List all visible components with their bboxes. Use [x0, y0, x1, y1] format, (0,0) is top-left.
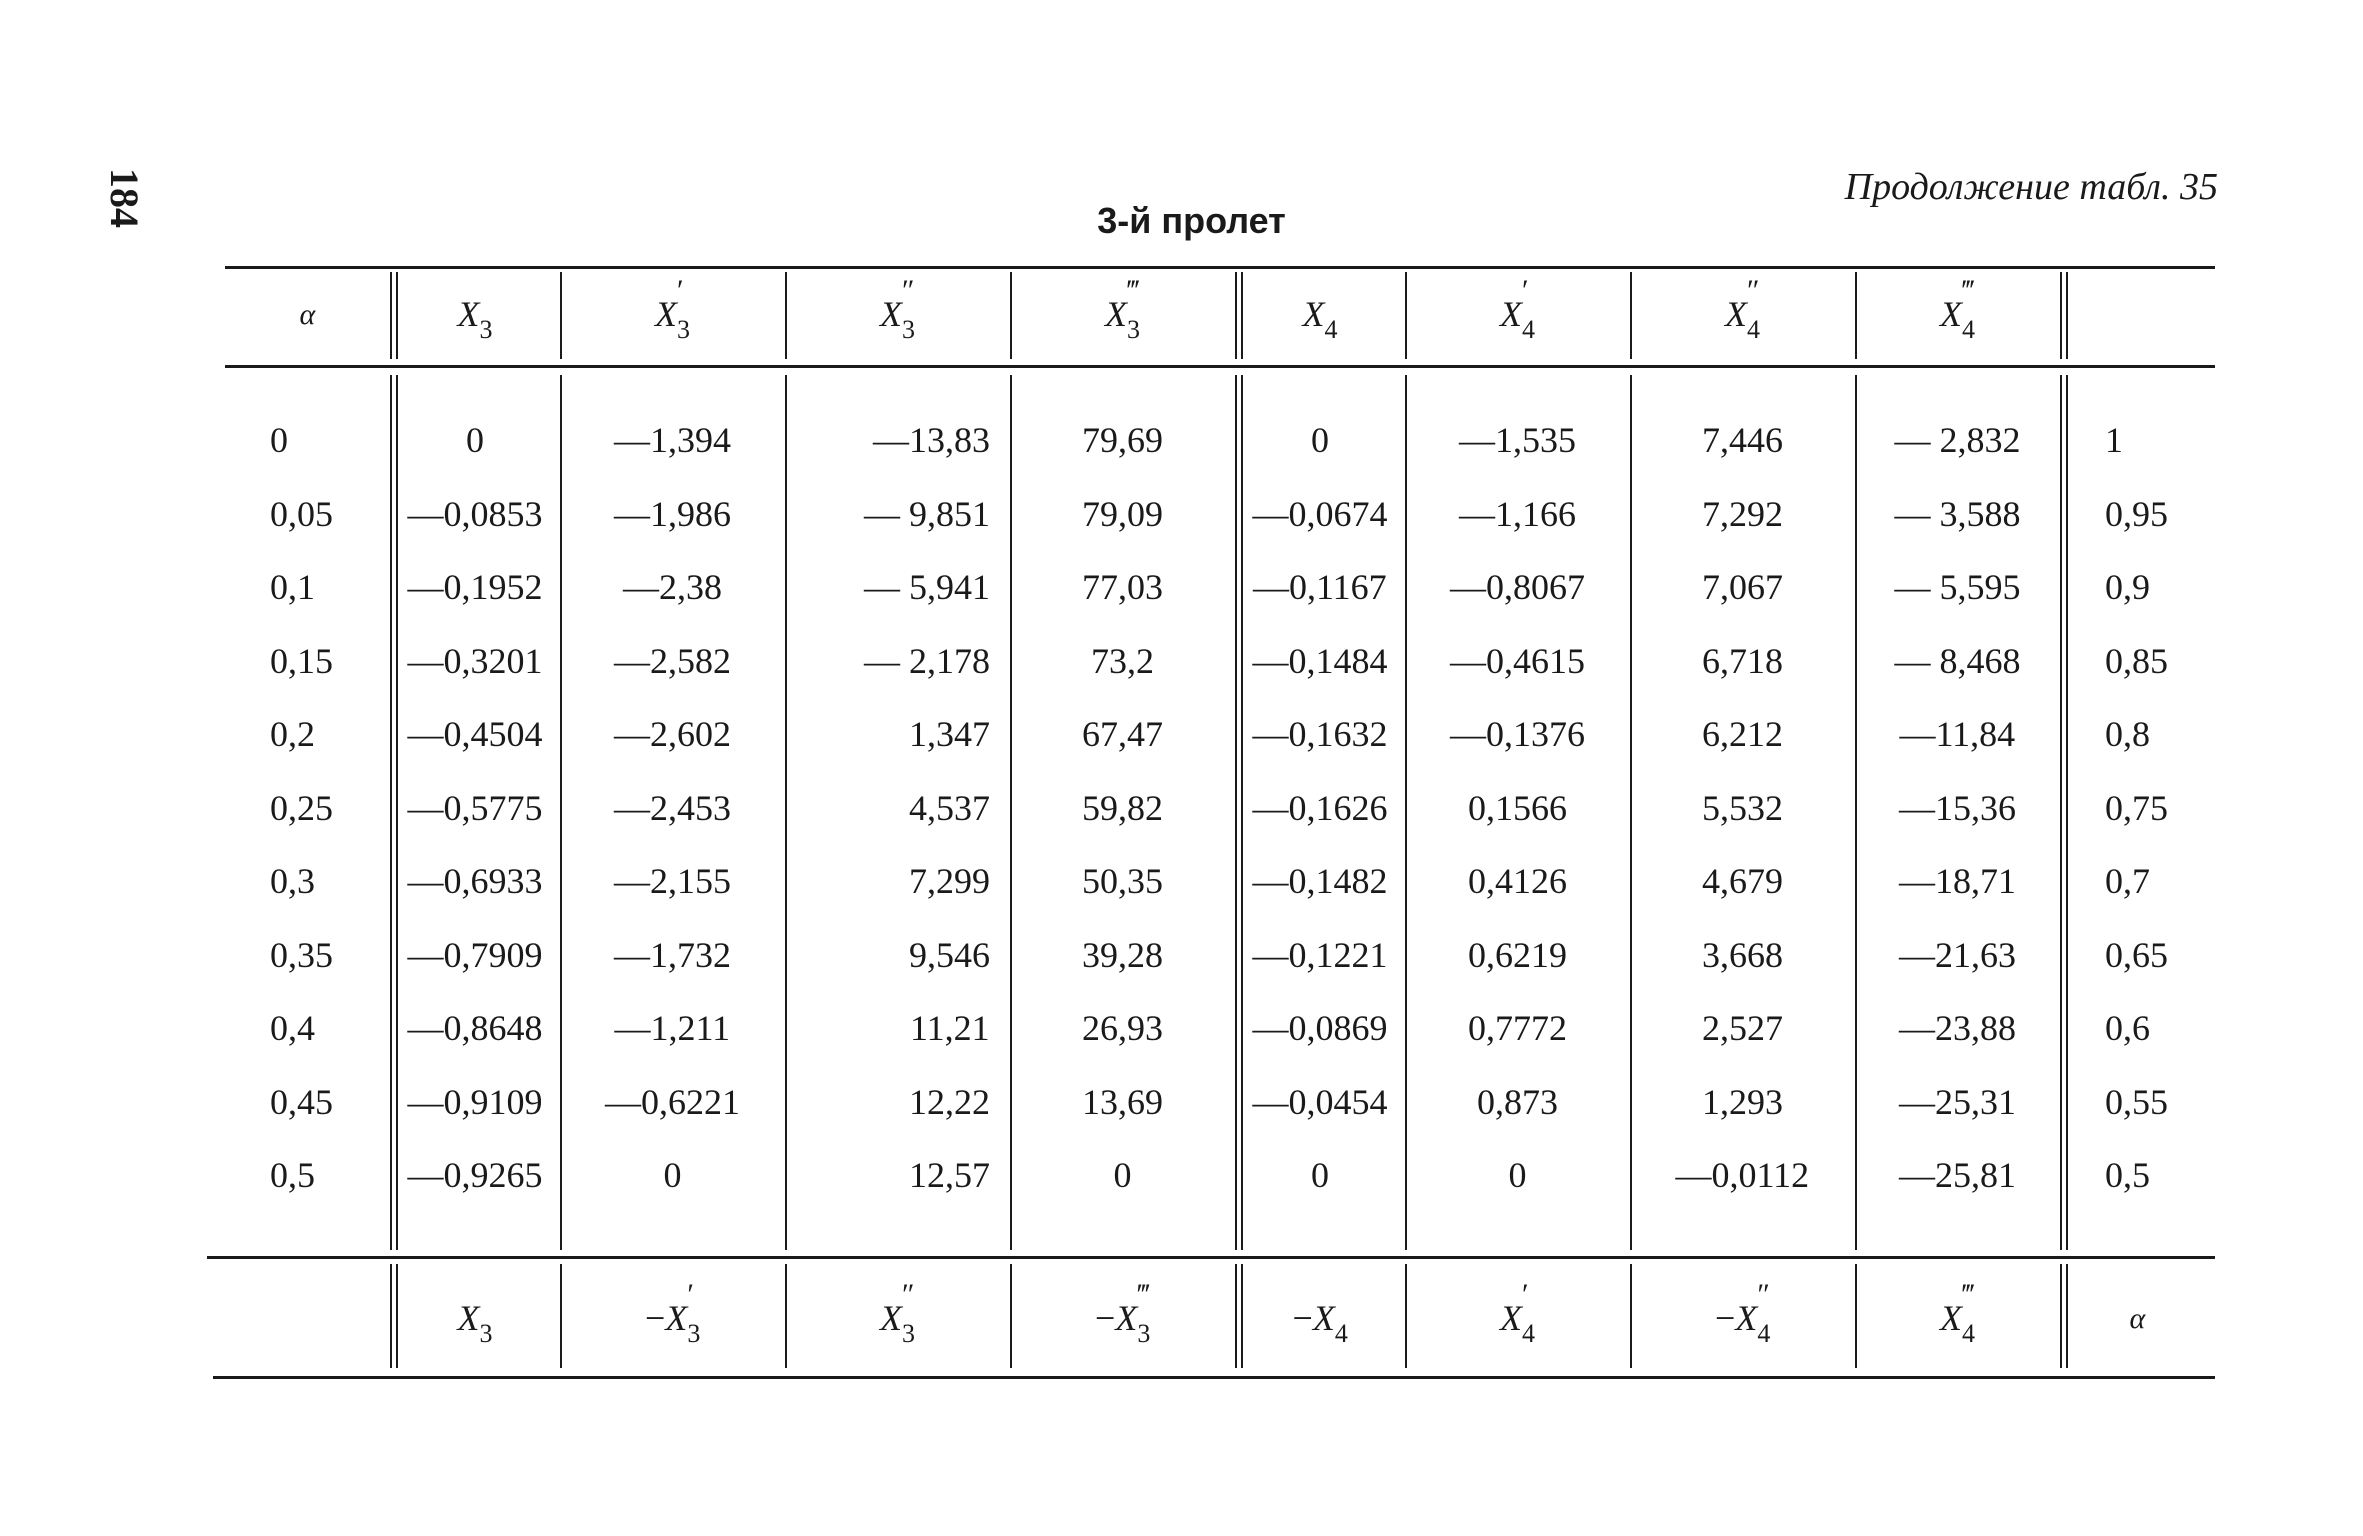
table-cell: —1,166	[1459, 493, 1576, 534]
column-header: X ′ $_3$	[655, 274, 690, 344]
table-cell: —25,81	[1899, 1155, 2016, 1195]
table-cell: —13,83	[873, 420, 990, 460]
table-cell: — 5,595	[1894, 567, 2021, 607]
table-cell: —0,0112	[1675, 1155, 1810, 1195]
table-cell: 0	[1508, 1155, 1527, 1195]
table-cell: —0,6221	[605, 1081, 740, 1122]
column-footer: X ‴ $_4$	[1940, 1278, 1975, 1348]
table-cell: —0,1626	[1252, 787, 1388, 828]
column-rule	[396, 272, 398, 359]
table-cell: 0,4	[270, 1008, 315, 1048]
table-rule	[225, 365, 2215, 368]
table-cell: 0	[1311, 1155, 1329, 1195]
table-cell: —2,38	[623, 567, 722, 607]
table-cell: — 2,178	[864, 640, 990, 681]
table-cell: 26,93	[1082, 1008, 1163, 1048]
table-cell: —0,8648	[407, 1008, 543, 1048]
column-footer: X ″ $_3$	[880, 1278, 915, 1348]
table-cell: —0,1482	[1252, 861, 1388, 901]
column-rule	[560, 1264, 562, 1368]
column-header: X ″ $_3$	[880, 274, 915, 344]
table-cell: 0	[466, 420, 484, 460]
column-rule	[1235, 375, 1237, 1250]
column-rule	[1235, 272, 1237, 359]
column-rule	[560, 272, 562, 359]
table-cell: 6,718	[1702, 640, 1783, 681]
table-cell: 0,2	[270, 714, 315, 754]
table-cell: 1	[2105, 420, 2123, 460]
column-rule	[1241, 375, 1243, 1250]
table-cell: 0,7	[2105, 861, 2150, 901]
table-cell: —1,986	[614, 493, 731, 534]
column-rule	[2066, 1264, 2068, 1368]
table-cell: —15,36	[1899, 787, 2016, 828]
table-cell: —0,9265	[407, 1155, 543, 1195]
table-cell: —21,63	[1899, 934, 2016, 975]
table-cell: 0,4126	[1468, 861, 1567, 901]
column-rule	[2060, 272, 2062, 359]
column-footer: −X ′ $_3$	[645, 1278, 701, 1348]
table-cell: 0,873	[1477, 1081, 1558, 1122]
column-footer: X ′ $_4$	[1500, 1278, 1535, 1348]
table-cell: —0,0454	[1252, 1081, 1388, 1122]
table-cell: —0,9109	[407, 1081, 543, 1122]
table-cell: —0,0674	[1252, 493, 1388, 534]
column-rule	[1855, 272, 1857, 359]
table-cell: —1,211	[614, 1008, 731, 1048]
table-rule	[207, 1256, 2215, 1259]
table-cell: 7,292	[1702, 493, 1783, 534]
table-cell: —18,71	[1899, 861, 2016, 901]
table-cell: —23,88	[1899, 1008, 2016, 1048]
table-cell: —2,453	[614, 787, 731, 828]
column-header: X ‴ $_3$	[1105, 274, 1140, 344]
span-title: 3-й пролет	[1097, 200, 1286, 241]
table-cell: 0,9	[2105, 567, 2150, 607]
column-footer: −X ″ $_4$	[1715, 1278, 1771, 1348]
table-cell: 1,347	[909, 714, 990, 754]
table-cell: 11,21	[910, 1008, 990, 1048]
table-cell: 7,299	[909, 861, 990, 901]
table-cell: 73,2	[1091, 640, 1154, 681]
table-cell: 7,067	[1702, 567, 1783, 607]
table-cell: —0,1221	[1252, 934, 1388, 975]
table-cell: 4,537	[909, 787, 990, 828]
table-cell: — 9,851	[864, 493, 990, 534]
table-cell: —0,1632	[1252, 714, 1388, 754]
table-cell: 0,95	[2105, 493, 2168, 534]
table-cell: —0,0853	[407, 493, 543, 534]
table-cell: 13,69	[1082, 1081, 1163, 1122]
column-rule	[390, 1264, 392, 1368]
column-header: $X_4$	[1302, 294, 1338, 344]
column-header: X ″ $_4$	[1725, 274, 1760, 344]
table-rule	[225, 266, 2215, 269]
table-cell: 0,15	[270, 640, 333, 681]
column-rule	[2066, 272, 2068, 359]
page-number: 184	[102, 168, 147, 228]
table-cell: — 2,832	[1894, 420, 2021, 460]
alpha-header: α	[299, 298, 316, 331]
table-cell: 0,6219	[1468, 934, 1567, 975]
table-cell: —25,31	[1899, 1081, 2016, 1122]
table-cell: 0,8	[2105, 714, 2150, 754]
column-rule	[1241, 1264, 1243, 1368]
table-cell: 39,28	[1082, 934, 1163, 975]
table-cell: — 8,468	[1894, 640, 2021, 681]
column-rule	[1010, 272, 1012, 359]
alpha-footer: α	[2129, 1302, 2146, 1335]
table-cell: — 5,941	[864, 567, 990, 607]
table-cell: 5,532	[1702, 787, 1783, 828]
table-cell: 0,7772	[1468, 1008, 1567, 1048]
table-cell: —1,535	[1459, 420, 1576, 460]
column-rule	[2066, 375, 2068, 1250]
table-cell: —0,7909	[407, 934, 543, 975]
table-cell: 50,35	[1082, 861, 1163, 901]
table-cell: 3,668	[1702, 934, 1783, 975]
table-cell: 4,679	[1702, 861, 1783, 901]
table-cell: 59,82	[1082, 787, 1163, 828]
column-rule	[396, 1264, 398, 1368]
table-cell: 0,1	[270, 567, 315, 607]
table-cell: —0,5775	[407, 787, 543, 828]
table-cell: 0,5	[270, 1155, 315, 1195]
table-cell: —11,84	[1899, 714, 2016, 754]
table-cell: —0,8067	[1450, 567, 1585, 607]
table-cell: —0,1376	[1450, 714, 1585, 754]
column-rule	[560, 375, 562, 1250]
column-footer: $X_3$	[457, 1298, 493, 1348]
table-cell: —0,4615	[1450, 640, 1585, 681]
column-rule	[1630, 375, 1632, 1250]
column-header: $X_3$	[457, 294, 493, 344]
table-cell: 79,09	[1082, 493, 1163, 534]
column-rule	[1405, 272, 1407, 359]
table-cell: 0,6	[2105, 1008, 2150, 1048]
column-header: X ′ $_4$	[1500, 274, 1535, 344]
table-cell: —1,394	[614, 420, 731, 460]
column-rule	[785, 375, 787, 1250]
table-cell: 0,05	[270, 493, 333, 534]
table-cell: 0,65	[2105, 934, 2168, 975]
column-rule	[1630, 272, 1632, 359]
table-rule	[213, 1376, 2215, 1379]
table-cell: 0	[663, 1155, 682, 1195]
table-cell: 9,546	[909, 934, 990, 975]
table-cell: 6,212	[1702, 714, 1783, 754]
column-rule	[1405, 1264, 1407, 1368]
column-rule	[1010, 1264, 1012, 1368]
table-cell: 0,3	[270, 861, 315, 901]
table-cell: —0,1167	[1253, 567, 1387, 607]
table-cell: 0,75	[2105, 787, 2168, 828]
column-rule	[2060, 1264, 2062, 1368]
table-cell: —0,3201	[407, 640, 543, 681]
table-cell: 0	[1311, 420, 1329, 460]
table-cell: 0,85	[2105, 640, 2168, 681]
table-cell: 1,293	[1702, 1081, 1783, 1122]
table-cell: 0,1566	[1468, 787, 1567, 828]
table-cell: —0,1484	[1252, 640, 1388, 681]
table-cell: —0,0869	[1252, 1008, 1388, 1048]
table-cell: 67,47	[1082, 714, 1163, 754]
column-rule	[785, 272, 787, 359]
table-cell: 0,45	[270, 1081, 333, 1122]
column-rule	[1855, 1264, 1857, 1368]
table-cell: — 3,588	[1894, 493, 2021, 534]
column-footer: −X ‴ $_3$	[1095, 1278, 1151, 1348]
table-cell: —1,732	[614, 934, 731, 975]
table-cell: 12,57	[909, 1155, 990, 1195]
table-cell: —0,6933	[407, 861, 543, 901]
column-rule	[390, 375, 392, 1250]
table-cell: 0,5	[2105, 1155, 2150, 1195]
column-rule	[1855, 375, 1857, 1250]
column-rule	[1405, 375, 1407, 1250]
continuation-caption: Продолжение табл. 35	[1844, 166, 2218, 208]
table-cell: 77,03	[1082, 567, 1163, 607]
column-rule	[1010, 375, 1012, 1250]
column-rule	[396, 375, 398, 1250]
table-cell: 0,25	[270, 787, 333, 828]
column-header: X ‴ $_4$	[1940, 274, 1975, 344]
table-cell: 12,22	[909, 1081, 990, 1122]
column-rule	[2060, 375, 2062, 1250]
table-cell: —0,4504	[407, 714, 543, 754]
table-cell: 0	[270, 420, 288, 460]
column-rule	[785, 1264, 787, 1368]
column-rule	[390, 272, 392, 359]
table-cell: —2,602	[614, 714, 731, 754]
table-cell: 79,69	[1082, 420, 1163, 460]
table-cell: 7,446	[1702, 420, 1783, 460]
table-cell: —0,1952	[407, 567, 543, 607]
table-cell: 0,55	[2105, 1081, 2168, 1122]
table-cell: —2,155	[614, 861, 731, 901]
column-rule	[1630, 1264, 1632, 1368]
table-cell: 0,35	[270, 934, 333, 975]
column-rule	[1235, 1264, 1237, 1368]
table-cell: —2,582	[614, 640, 731, 681]
column-footer: $-X_4$	[1292, 1298, 1348, 1348]
table-cell: 0	[1113, 1155, 1132, 1195]
column-rule	[1241, 272, 1243, 359]
table-cell: 2,527	[1702, 1008, 1783, 1048]
